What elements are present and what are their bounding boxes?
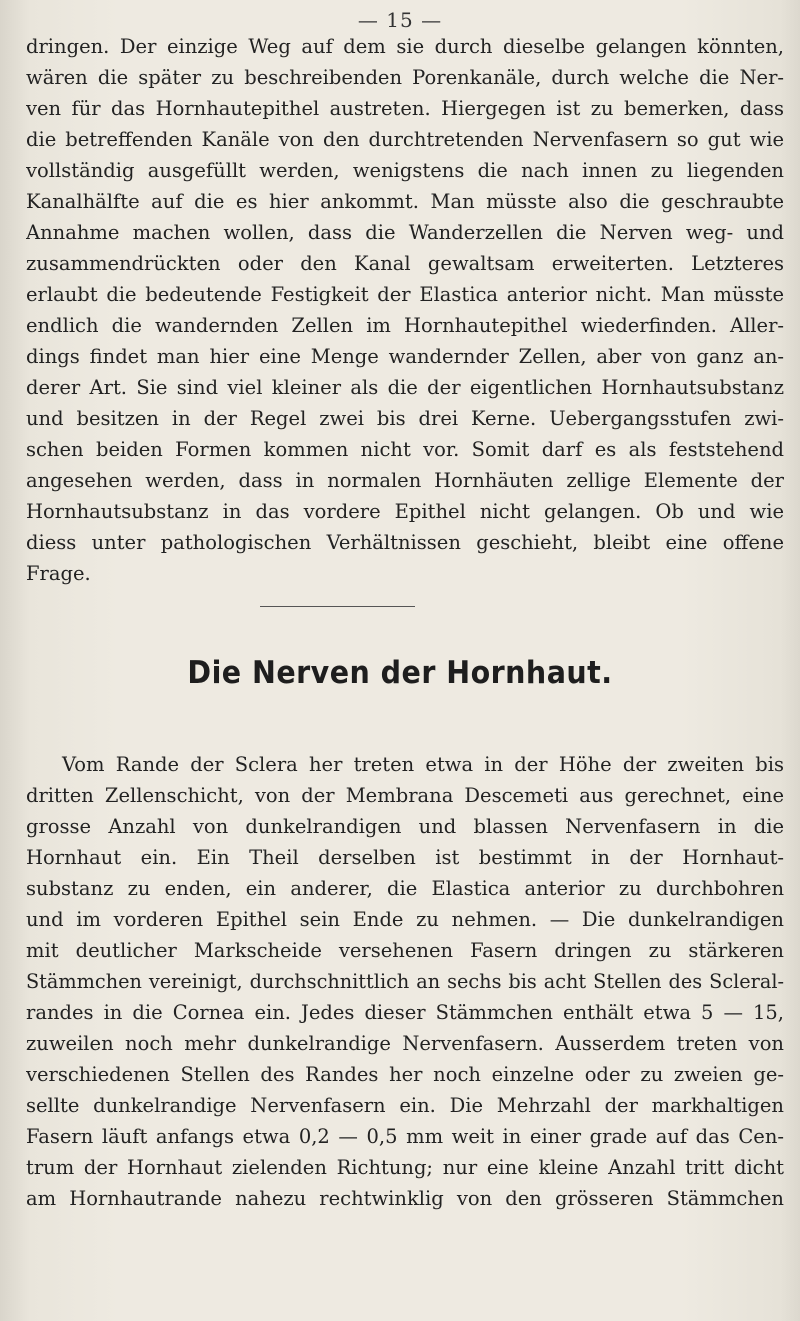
- text-line: Vom Rande der Sclera her treten etwa in der Höhe der zweiten bis: [62, 753, 784, 776]
- text-line: sellte dunkelrandige Nervenfasern ein. Die Mehrzahl der markhaltigen: [26, 1094, 784, 1117]
- text-line: vollständig ausgefüllt werden, wenigstens die nach innen zu liegenden: [26, 159, 784, 182]
- text-line: zusammendrückten oder den Kanal gewaltsam erweiterten. Letzteres: [26, 252, 784, 275]
- text-line: Stämmchen vereinigt, durchschnittlich an sechs bis acht Stellen des Scleral-: [26, 970, 784, 993]
- text-line: ven für das Hornhautepithel austreten. Hiergegen ist zu bemerken, dass: [26, 97, 784, 120]
- text-line: am Hornhautrande nahezu rechtwinklig von den grösseren Stämmchen: [26, 1187, 784, 1210]
- text-line: trum der Hornhaut zielenden Richtung; nur eine kleine Anzahl tritt dicht: [26, 1156, 784, 1179]
- text-line: dings findet man hier eine Menge wandernder Zellen, aber von ganz an-: [26, 345, 784, 368]
- text-line: Hornhautsubstanz in das vordere Epithel nicht gelangen. Ob und wie: [26, 500, 784, 523]
- text-line: die betreffenden Kanäle von den durchtretenden Nervenfasern so gut wie: [26, 128, 784, 151]
- text-line: und im vorderen Epithel sein Ende zu nehmen. — Die dunkelrandigen: [26, 908, 784, 931]
- text-line: Annahme machen wollen, dass die Wanderzellen die Nerven weg- und: [26, 221, 784, 244]
- text-line: angesehen werden, dass in normalen Hornhäuten zellige Elemente der: [26, 469, 784, 492]
- section-heading: Die Nerven der Hornhaut.: [187, 655, 613, 691]
- text-line: erlaubt die bedeutende Festigkeit der Elastica anterior nicht. Man müsste: [26, 283, 784, 306]
- text-line: dringen. Der einzige Weg auf dem sie durch dieselbe gelangen könnten,: [26, 35, 784, 58]
- text-line: diess unter pathologischen Verhältnissen geschieht, bleibt eine offene: [26, 531, 784, 554]
- text-line: Kanalhälfte auf die es hier ankommt. Man müsste also die geschraubte: [26, 190, 784, 213]
- text-line: Hornhaut ein. Ein Theil derselben ist bestimmt in der Hornhaut-: [26, 846, 784, 869]
- text-line: substanz zu enden, ein anderer, die Elastica anterior zu durchbohren: [26, 877, 784, 900]
- text-line: endlich die wandernden Zellen im Hornhautepithel wiederfinden. Aller-: [26, 314, 784, 337]
- section-divider: [260, 606, 415, 607]
- text-line: wären die später zu beschreibenden Porenkanäle, durch welche die Ner-: [26, 66, 784, 89]
- page-number: — 15 —: [357, 8, 443, 32]
- text-line: und besitzen in der Regel zwei bis drei Kerne. Uebergangsstufen zwi-: [26, 407, 784, 430]
- text-line: dritten Zellenschicht, von der Membrana Descemeti aus gerechnet, eine: [26, 784, 784, 807]
- text-line: Frage.: [26, 562, 91, 585]
- paragraph-nerves: [26, 749, 784, 1214]
- text-line: grosse Anzahl von dunkelrandigen und blassen Nervenfasern in die: [26, 815, 784, 838]
- text-line: zuweilen noch mehr dunkelrandige Nervenfasern. Ausserdem treten von: [26, 1032, 784, 1055]
- paragraph-continued: [26, 31, 784, 589]
- text-line: randes in die Cornea ein. Jedes dieser Stämmchen enthält etwa 5 — 15,: [26, 1001, 784, 1024]
- text-line: schen beiden Formen kommen nicht vor. Somit darf es als feststehend: [26, 438, 784, 461]
- text-line: verschiedenen Stellen des Randes her noch einzelne oder zu zweien ge-: [26, 1063, 784, 1086]
- text-line: derer Art. Sie sind viel kleiner als die der eigentlichen Hornhautsubstanz: [26, 376, 784, 399]
- text-line: mit deutlicher Markscheide versehenen Fasern dringen zu stärkeren: [26, 939, 784, 962]
- text-line: Fasern läuft anfangs etwa 0,2 — 0,5 mm weit in einer grade auf das Cen-: [26, 1125, 784, 1148]
